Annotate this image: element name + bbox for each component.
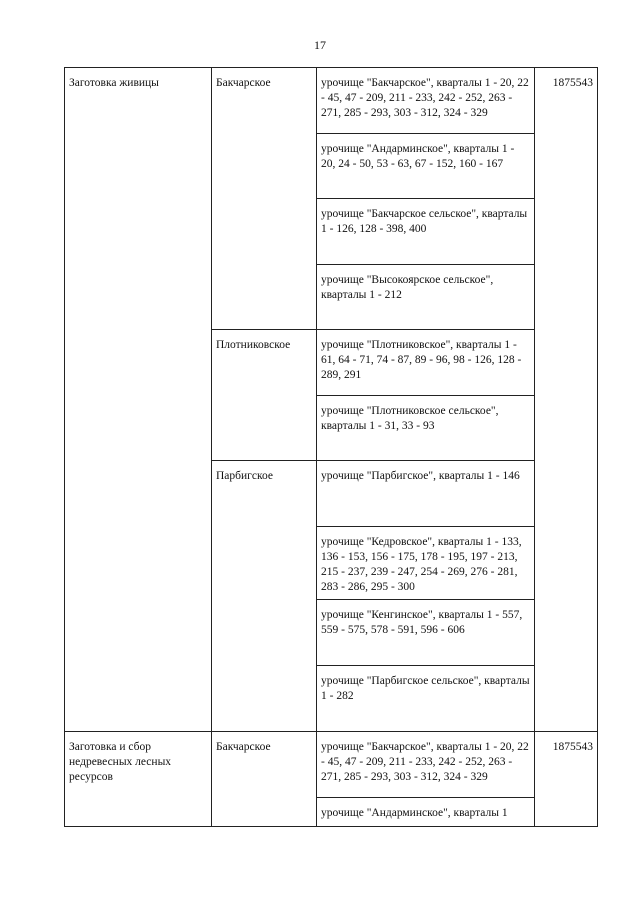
forest-use-table <box>64 67 598 827</box>
activity-cell: Заготовка живицы <box>65 68 212 732</box>
tract-cell: урочище "Высокоярское сельское", кварталы 1 - 212 <box>317 265 535 330</box>
volume-cell: 1875543 <box>535 68 598 732</box>
tract-cell: урочище "Бакчарское сельское", кварталы 1 - 126, 128 - 398, 400 <box>317 199 535 265</box>
tract-cell: урочище "Парбигское", кварталы 1 - 146 <box>317 461 535 527</box>
tract-cell: урочище "Кенгинское", кварталы 1 - 557, 559 - 575, 578 - 591, 596 - 606 <box>317 600 535 666</box>
forestry-cell: Парбигское <box>212 461 317 732</box>
table-row <box>65 68 598 134</box>
tract-cell: урочище "Бакчарское", кварталы 1 - 20, 22 - 45, 47 - 209, 211 - 233, 242 - 252, 263 - 271, 285 - 293, 303 - 312, 324 - 329 <box>317 732 535 798</box>
tract-cell: урочище "Парбигское сельское", кварталы 1 - 282 <box>317 666 535 732</box>
tract-cell: урочище "Бакчарское", кварталы 1 - 20, 22 - 45, 47 - 209, 211 - 233, 242 - 252, 263 - 271, 285 - 293, 303 - 312, 324 - 329 <box>317 68 535 134</box>
tract-cell: урочище "Плотниковское сельское", кварталы 1 - 31, 33 - 93 <box>317 396 535 461</box>
tract-cell: урочище "Кедровское", кварталы 1 - 133, 136 - 153, 156 - 175, 178 - 195, 197 - 213, 215 - 237, 239 - 247, 254 - 269, 276 - 281, 283 - 286, 295 - 300 <box>317 527 535 600</box>
table-row <box>65 732 598 798</box>
activity-cell: Заготовка и сбор недревесных лесных ресурсов <box>65 732 212 827</box>
tract-cell: урочище "Андарминское", кварталы 1 <box>317 798 535 827</box>
forestry-cell: Плотниковское <box>212 330 317 461</box>
forestry-cell: Бакчарское <box>212 68 317 330</box>
forestry-cell: Бакчарское <box>212 732 317 827</box>
page-number: 17 <box>314 38 326 52</box>
tract-cell: урочище "Андарминское", кварталы 1 - 20, 24 - 50, 53 - 63, 67 - 152, 160 - 167 <box>317 134 535 199</box>
tract-cell: урочище "Плотниковское", кварталы 1 - 61, 64 - 71, 74 - 87, 89 - 96, 98 - 126, 128 - 289, 291 <box>317 330 535 396</box>
volume-cell: 1875543 <box>535 732 598 827</box>
